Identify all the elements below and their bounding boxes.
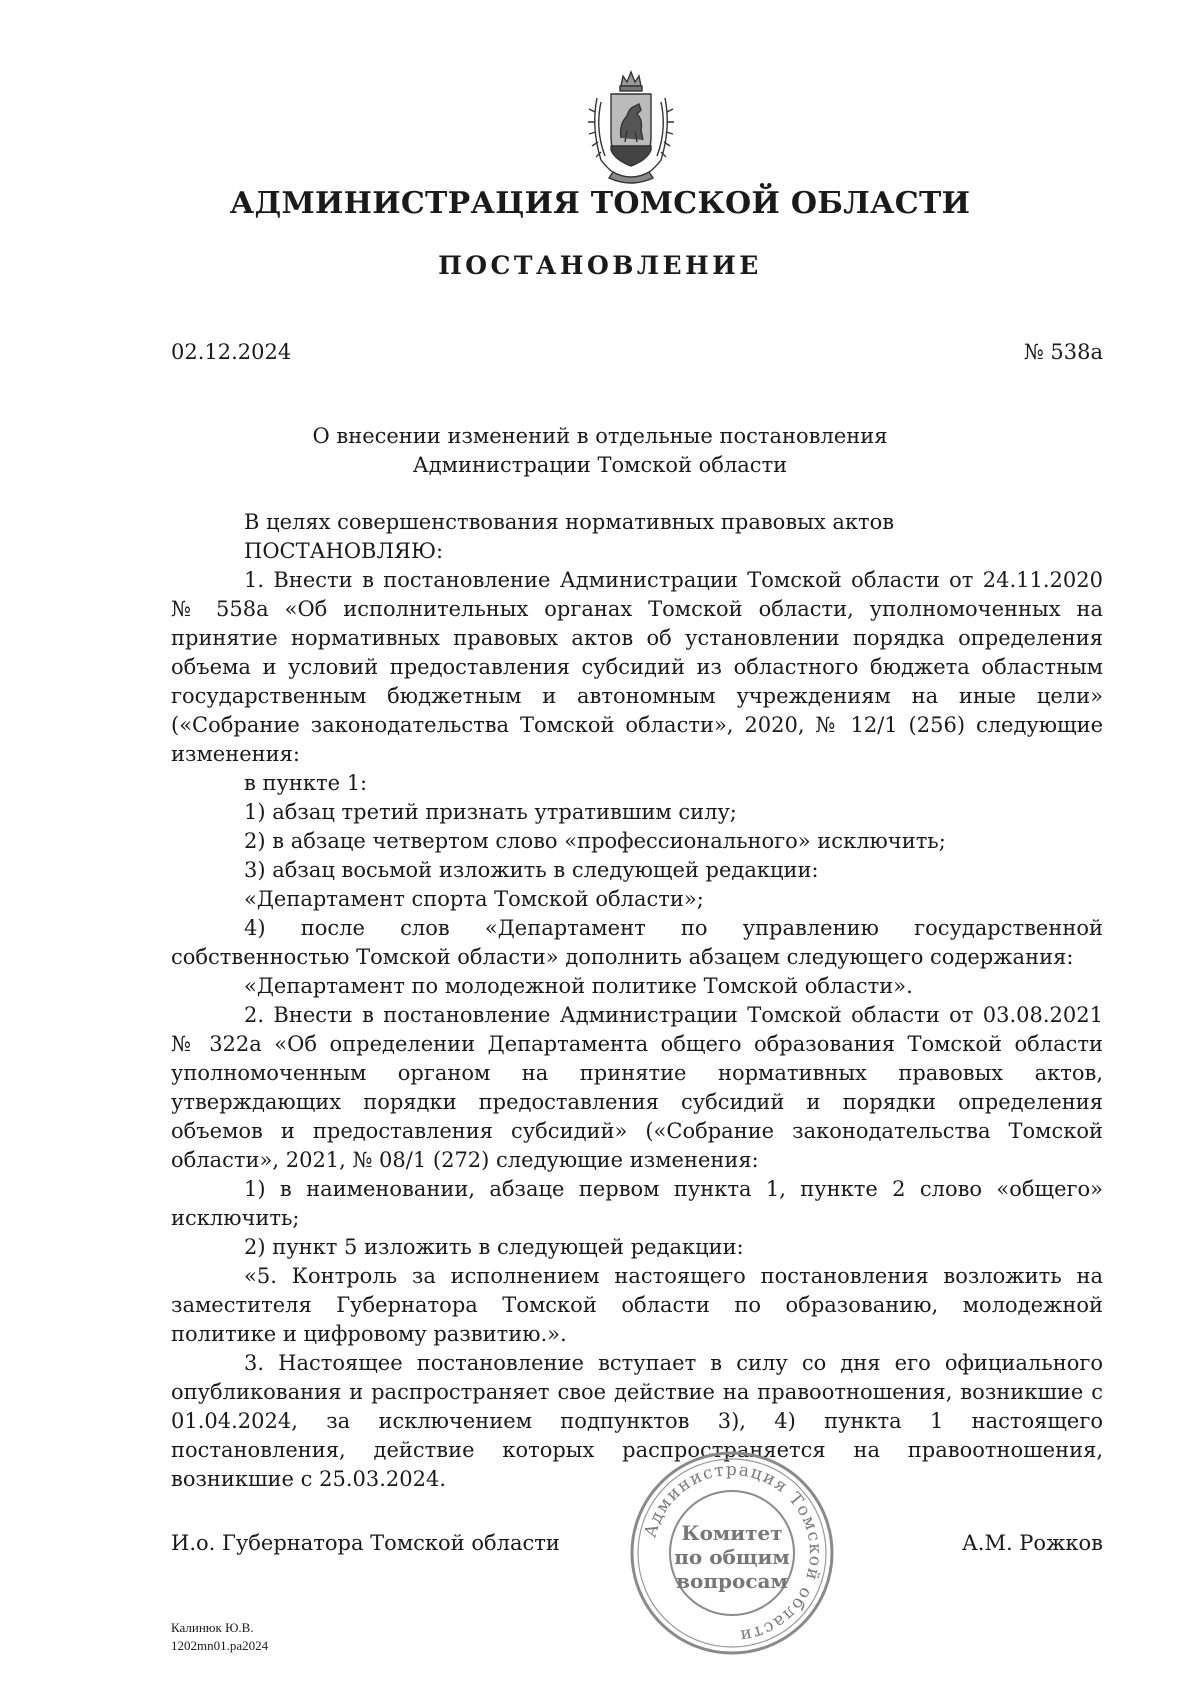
executor-name: Калинюк Ю.В. [171, 1620, 254, 1635]
paragraph: в пункте 1: [244, 771, 368, 795]
paragraph: 1) в наименовании, абзаце первом пункта 1, пункте 2 слово «общего» исключить; [171, 1177, 1103, 1230]
document-subject [0, 422, 1200, 480]
executor-code: 1202mn01.pa2024 [171, 1638, 269, 1653]
signer-name: А.М. Рожков [961, 1531, 1103, 1555]
paragraph: 3) абзац восьмой изложить в следующей редакции: [244, 858, 819, 882]
organization-title: АДМИНИСТРАЦИЯ ТОМСКОЙ ОБЛАСТИ [229, 186, 971, 221]
paragraph: «Департамент спорта Томской области»; [244, 887, 704, 911]
document-number: № 538а [1023, 340, 1103, 364]
paragraph-preamble: В целях совершенствования нормативных правовых актов [244, 510, 895, 534]
paragraph: 2) пункт 5 изложить в следующей редакции: [244, 1235, 744, 1259]
document-date: 02.12.2024 [171, 340, 292, 364]
document-body [171, 508, 1103, 1494]
subject-line: О внесении изменений в отдельные постановления [312, 424, 888, 448]
subject-line: Администрации Томской области [412, 453, 788, 477]
stamp-center-line: Комитет [681, 1521, 783, 1545]
paragraph-item-3: 3. Настоящее постановление вступает в силу со дня его официального опубликования и распространяет свое действие на правоотношения, возникшие с 01.04.2024, за исключением подпунктов 3), 4) пункта 1 настоящего постановления, действие которых распространяется на правоотношения, возникшие с 25.03.2024. [171, 1351, 1103, 1491]
official-stamp [627, 1448, 837, 1658]
signer-role: И.о. Губернатора Томской области [171, 1531, 560, 1555]
coat-of-arms-emblem [583, 68, 679, 188]
paragraph: 1) абзац третий признать утратившим силу; [244, 800, 737, 824]
paragraph-item-1: 1. Внести в постановление Администрации Томской области от 24.11.2020 № 558а «Об исполнительных органах Томской области, уполномоченных на принятие нормативных правовых актов об установлении порядка определения объема и условий предоставления субсидий из областного бюджета областным государственным бюджетным и автономным учреждениям на иные цели» («Собрание законодательства Томской области», 2020, № 12/1 (256) следующие изменения: [171, 568, 1103, 766]
stamp-center-line: вопросам [676, 1569, 788, 1593]
document-type: ПОСТАНОВЛЕНИЕ [438, 251, 762, 280]
stamp-ring-text: Администрация Томской области [640, 1459, 826, 1646]
stamp-center-line: по общим [674, 1545, 790, 1569]
paragraph: 2) в абзаце четвертом слово «профессионального» исключить; [244, 829, 946, 853]
paragraph: 4) после слов «Департамент по управлению государственной собственностью Томской области» дополнить абзацем следующего содержания: [171, 916, 1103, 969]
paragraph: «Департамент по молодежной политике Томской области». [244, 974, 913, 998]
paragraph: «5. Контроль за исполнением настоящего постановления возложить на заместителя Губернатора Томской области по образованию, молодежной политике и цифровому развитию.». [171, 1264, 1103, 1346]
executor-info [171, 1619, 268, 1655]
paragraph-resolve: ПОСТАНОВЛЯЮ: [244, 539, 444, 563]
paragraph-item-2: 2. Внести в постановление Администрации Томской области от 03.08.2021 № 322а «Об определении Департамента общего образования Томской области уполномоченным органом на принятие нормативных правовых актов, утверждающих порядки предоставления субсидий и порядки определения объемов и предоставления субсидий» («Собрание законодательства Томской области», 2021, № 08/1 (272) следующие изменения: [171, 1003, 1103, 1172]
